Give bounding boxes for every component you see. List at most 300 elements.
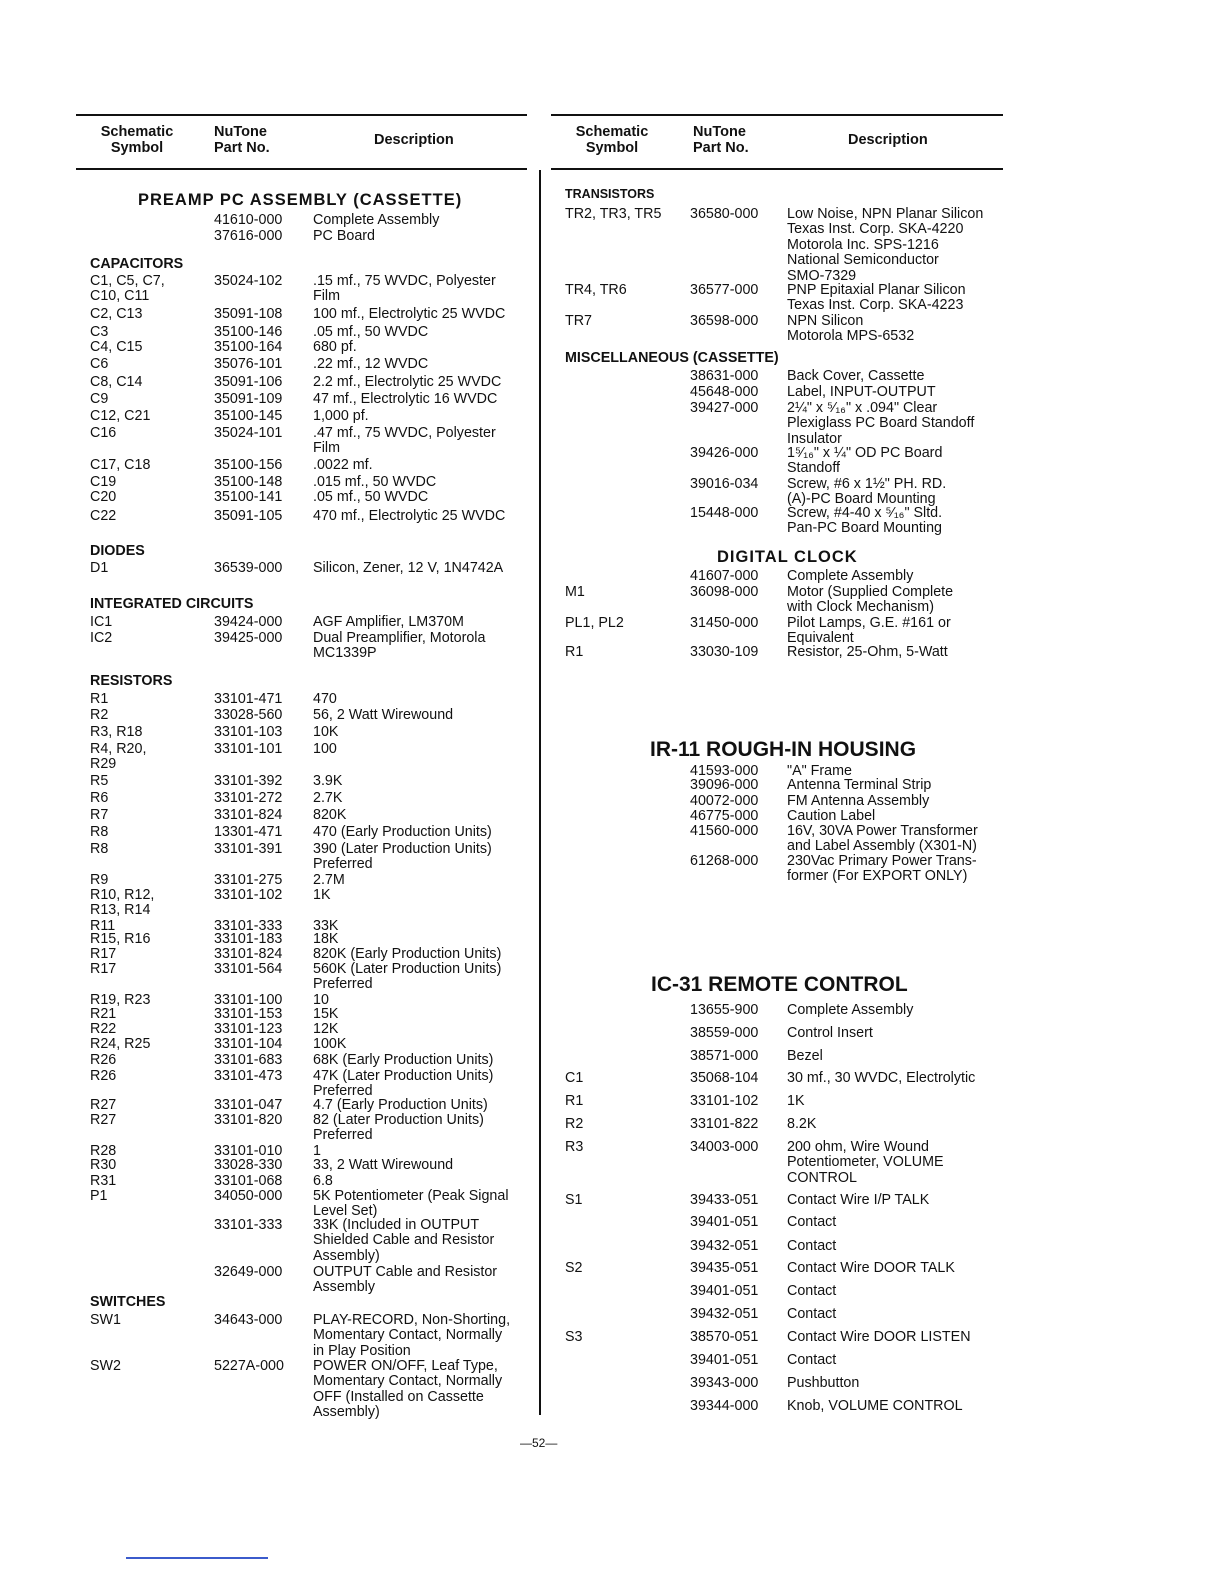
description-line: Momentary Contact, Normally [313, 1327, 503, 1344]
description-line: 470 (Early Production Units) [313, 824, 492, 840]
part-number: 39432-051 [690, 1306, 759, 1322]
description-line: .47 mf., 75 WVDC, Polyester [313, 425, 496, 441]
symbol-line: P1 [90, 1188, 108, 1204]
description [787, 824, 978, 855]
schematic-symbol [90, 615, 112, 630]
schematic-symbol [565, 1261, 583, 1276]
header-description: Description [374, 132, 454, 148]
schematic-symbol [565, 1140, 583, 1155]
schematic-symbol [90, 742, 146, 773]
description-line: POWER ON/OFF, Leaf Type, [313, 1358, 498, 1374]
schematic-symbol [90, 1359, 121, 1374]
part-number: 35091-108 [214, 306, 283, 322]
description [313, 1359, 502, 1421]
description-line: Pushbutton [787, 1375, 860, 1391]
part-number: 39016-034 [690, 476, 759, 492]
description [787, 1026, 873, 1041]
description-line: PNP Epitaxial Planar Silicon [787, 282, 966, 298]
part-number: 35100-146 [214, 324, 283, 340]
transistors-label: TRANSISTORS [565, 187, 655, 201]
part-number: 36598-000 [690, 313, 759, 329]
description [313, 615, 464, 630]
symbol-line: R3 [565, 1139, 584, 1155]
schematic-symbol [90, 1069, 116, 1084]
description-line: 1,000 pf. [313, 408, 369, 424]
description-line: 33, 2 Watt Wirewound [313, 1157, 454, 1173]
schematic-symbol [90, 458, 150, 473]
description-line: former (For EXPORT ONLY) [787, 868, 968, 885]
description [313, 274, 496, 305]
schematic-symbol [565, 585, 585, 600]
symbol-line: R8 [90, 824, 109, 840]
description-line: Resistor, 25-Ohm, 5-Watt [787, 644, 948, 660]
part-number: 33101-391 [214, 841, 283, 857]
description-line: Assembly [313, 1279, 375, 1296]
part-number: 33101-068 [214, 1173, 283, 1189]
description-line: Dual Preamplifier, Motorola [313, 630, 486, 646]
description-line: CONTROL [787, 1169, 857, 1186]
description-line: 30 mf., 30 WVDC, Electrolytic [787, 1070, 976, 1086]
description-line: and Label Assembly (X301-N) [787, 838, 977, 855]
symbol-line: C16 [90, 425, 117, 441]
description-line: OUTPUT Cable and Resistor [313, 1264, 498, 1280]
right-table-header [551, 114, 1003, 170]
description-line: PLAY-RECORD, Non-Shorting, [313, 1312, 511, 1328]
description [787, 1353, 836, 1368]
part-number: 39427-000 [690, 400, 759, 416]
description [787, 1071, 975, 1086]
description [313, 1053, 493, 1068]
symbol-line: R26 [90, 1068, 117, 1084]
part-number: 39432-051 [690, 1238, 759, 1254]
part-number: 39424-000 [214, 614, 283, 630]
description [787, 645, 948, 660]
part-number: 39425-000 [214, 630, 283, 646]
description-line: 68K (Early Production Units) [313, 1052, 494, 1068]
symbol-line: R9 [90, 872, 109, 888]
part-number: 37616-000 [214, 228, 283, 244]
part-number: 36098-000 [690, 584, 759, 600]
description [787, 283, 966, 314]
description-line: NPN Silicon [787, 313, 864, 329]
part-number: 33101-564 [214, 961, 283, 977]
description-line: 230Vac Primary Power Trans- [787, 853, 977, 869]
schematic-symbol [90, 1158, 116, 1173]
symbol-line: R11 [90, 918, 116, 934]
schematic-symbol [90, 561, 108, 576]
description [313, 307, 505, 322]
schematic-symbol [90, 490, 116, 505]
description [787, 1094, 805, 1109]
description-line: Contact Wire I/P TALK [787, 1192, 930, 1208]
description [313, 1069, 493, 1100]
part-number: 35024-101 [214, 425, 283, 441]
part-number: 33101-824 [214, 946, 283, 962]
description [787, 401, 974, 447]
part-number: 40072-000 [690, 793, 759, 809]
description-line: 47 mf., Electrolytic 16 WVDC [313, 391, 498, 407]
misc-label: MISCELLANEOUS (CASSETTE) [565, 350, 779, 366]
description [313, 409, 369, 424]
part-number: 36580-000 [690, 206, 759, 222]
description [787, 616, 951, 647]
description-line: Equivalent [787, 630, 854, 647]
description-line: Complete Assembly [313, 212, 440, 228]
part-number: 33101-123 [214, 1021, 283, 1037]
description-line: Caution Label [787, 808, 876, 824]
description-line: 82 (Later Production Units) [313, 1112, 484, 1128]
part-number: 39433-051 [690, 1192, 759, 1208]
symbol-line: R24, R25 [90, 1036, 151, 1052]
symbol-line: SW1 [90, 1312, 121, 1328]
description [313, 375, 501, 390]
symbol-line: C1 [565, 1070, 584, 1086]
description [313, 392, 497, 407]
part-number: 33030-109 [690, 644, 759, 660]
part-number: 33101-275 [214, 872, 283, 888]
symbol-line: R15, R16 [90, 931, 151, 947]
description-line: National Semiconductor [787, 252, 939, 269]
symbol-line: TR4, TR6 [565, 282, 627, 298]
schematic-symbol [565, 1117, 583, 1132]
schematic-symbol [90, 774, 108, 789]
part-number: 33101-392 [214, 773, 283, 789]
symbol-line: C9 [90, 391, 109, 407]
switches-label: SWITCHES [90, 1294, 166, 1310]
part-number: 36577-000 [690, 282, 759, 298]
part-number: 33028-560 [214, 707, 283, 723]
description-line: 820K (Early Production Units) [313, 946, 502, 962]
description [313, 742, 337, 757]
description-line: .05 mf., 50 WVDC [313, 489, 429, 505]
description-line: 1⁵⁄₁₆" x ¼" OD PC Board [787, 445, 943, 461]
description-line: 15K [313, 1006, 339, 1022]
description [787, 446, 942, 477]
schematic-symbol [565, 1193, 583, 1208]
symbol-line: R1 [565, 644, 584, 660]
schematic-symbol [90, 1053, 116, 1068]
symbol-line: R31 [90, 1173, 117, 1189]
part-number: 41610-000 [214, 212, 283, 228]
description-line: 680 pf. [313, 339, 357, 355]
digital-clock-title: DIGITAL CLOCK [717, 548, 858, 566]
description-line: 47K (Later Production Units) [313, 1068, 494, 1084]
description [787, 477, 946, 508]
schematic-symbol [90, 708, 108, 723]
description-line: Contact [787, 1238, 837, 1254]
description [787, 1140, 944, 1186]
part-number: 33101-824 [214, 807, 283, 823]
part-number: 45648-000 [690, 384, 759, 400]
description-line: 18K [313, 931, 339, 947]
description-line: 1K [313, 887, 331, 903]
part-number: 38570-051 [690, 1329, 759, 1345]
symbol-line: IC2 [90, 630, 113, 646]
part-number: 39401-051 [690, 1283, 759, 1299]
description [313, 509, 505, 524]
symbol-line: C19 [90, 474, 117, 490]
schematic-symbol [90, 631, 112, 646]
part-number: 33101-272 [214, 790, 283, 806]
symbol-line: R13, R14 [90, 902, 151, 919]
description [313, 825, 492, 840]
part-number: 35091-106 [214, 374, 283, 390]
description [313, 708, 453, 723]
description-line: Insulator [787, 430, 842, 447]
description-line: Preferred [313, 1083, 373, 1100]
description [313, 426, 496, 457]
schematic-symbol [565, 616, 624, 631]
part-number: 39426-000 [690, 445, 759, 461]
description [313, 1218, 494, 1264]
description [313, 774, 342, 789]
description [787, 207, 983, 284]
description-line: AGF Amplifier, LM370M [313, 614, 464, 630]
schematic-symbol [565, 314, 592, 329]
description-line: 2.7M [313, 872, 345, 888]
description-line: 1 [313, 1143, 321, 1159]
symbol-line: C6 [90, 356, 109, 372]
description-line: 100K [313, 1036, 347, 1052]
description-line: "A" Frame [787, 763, 852, 779]
symbol-line: R10, R12, [90, 887, 155, 903]
description-line: 200 ohm, Wire Wound [787, 1139, 929, 1155]
symbol-line: R27 [90, 1097, 117, 1113]
schematic-symbol [90, 426, 116, 441]
part-number: 38631-000 [690, 368, 759, 384]
symbol-line: R28 [90, 1143, 117, 1159]
symbol-line: C10, C11 [90, 288, 150, 305]
part-number: 34050-000 [214, 1188, 283, 1204]
description [787, 1330, 971, 1345]
description [313, 340, 357, 355]
description [787, 1193, 929, 1208]
description-line: Standoff [787, 460, 840, 477]
part-number: 61268-000 [690, 853, 759, 869]
description-line: 4.7 (Early Production Units) [313, 1097, 488, 1113]
description-line: 33K (Included in OUTPUT [313, 1217, 480, 1233]
symbol-line: R22 [90, 1021, 117, 1037]
schematic-symbol [565, 283, 627, 298]
part-number: 33101-183 [214, 931, 283, 947]
description-line: 10 [313, 992, 329, 1008]
symbol-line: R1 [565, 1093, 584, 1109]
description-line: Motorola MPS-6532 [787, 328, 915, 345]
description [787, 314, 914, 345]
symbol-line: R8 [90, 841, 109, 857]
part-number: 38559-000 [690, 1025, 759, 1041]
schematic-symbol [90, 825, 108, 840]
schematic-symbol [90, 808, 108, 823]
header-description: Description [848, 132, 928, 148]
description-line: Pan-PC Board Mounting [787, 520, 942, 537]
description-line: Film [313, 288, 340, 305]
description-line: FM Antenna Assembly [787, 793, 930, 809]
symbol-line: R6 [90, 790, 109, 806]
part-number: 41560-000 [690, 823, 759, 839]
part-number: 39401-051 [690, 1214, 759, 1230]
description-line: Complete Assembly [787, 1002, 914, 1018]
description [787, 1261, 955, 1276]
description [313, 808, 346, 823]
symbol-line: M1 [565, 584, 585, 600]
description [787, 1307, 836, 1322]
description [787, 1215, 836, 1230]
description-line: 16V, 30VA Power Transformer [787, 823, 978, 839]
description-line: Back Cover, Cassette [787, 368, 925, 384]
schematic-symbol [90, 1189, 108, 1204]
description-line: Motorola Inc. SPS-1216 [787, 236, 939, 253]
symbol-line: R4, R20, [90, 741, 147, 757]
part-number: 33101-101 [214, 741, 283, 757]
description-line: Screw, #4-40 x ⁵⁄₁₆" Sltd. [787, 505, 943, 521]
description [787, 1049, 823, 1064]
description [787, 778, 931, 793]
symbol-line: SW2 [90, 1358, 121, 1374]
description-line: 5K Potentiometer (Peak Signal [313, 1188, 509, 1204]
description-line: Antenna Terminal Strip [787, 777, 932, 793]
description [787, 506, 942, 537]
description [787, 369, 924, 384]
description-line: Silicon, Zener, 12 V, 1N4742A [313, 560, 504, 576]
schematic-symbol [90, 1313, 121, 1328]
description [787, 1376, 859, 1391]
description-line: MC1339P [313, 645, 377, 662]
description-line: 1K [787, 1093, 805, 1109]
description [313, 962, 501, 993]
description [313, 791, 342, 806]
part-number: 33101-473 [214, 1068, 283, 1084]
schematic-symbol [90, 509, 116, 524]
description-line: with Clock Mechanism) [787, 599, 934, 616]
part-number: 33101-047 [214, 1097, 283, 1113]
description [313, 357, 428, 372]
schematic-symbol [90, 274, 165, 305]
description-line: Contact [787, 1214, 837, 1230]
symbol-line: C22 [90, 508, 117, 524]
description-line: .0022 mf. [313, 457, 373, 473]
symbol-line: C3 [90, 324, 109, 340]
header-schematic-symbol: Schematic Symbol [100, 124, 174, 156]
schematic-symbol [90, 340, 142, 355]
part-number: 34643-000 [214, 1312, 283, 1328]
part-number: 35100-164 [214, 339, 283, 355]
part-number: 33101-100 [214, 992, 283, 1008]
capacitors-label: CAPACITORS [90, 256, 184, 272]
symbol-line: S3 [565, 1329, 583, 1345]
symbol-line: TR7 [565, 313, 593, 329]
symbol-line: R2 [565, 1116, 584, 1132]
schematic-symbol [90, 962, 116, 977]
description-line: Contact Wire DOOR TALK [787, 1260, 955, 1276]
header-schematic-symbol: Schematic Symbol [575, 124, 649, 156]
description-line: Assembly) [313, 1404, 380, 1421]
description-line: 100 [313, 741, 337, 757]
description-line: 390 (Later Production Units) [313, 841, 492, 857]
description-line: Label, INPUT-OUTPUT [787, 384, 936, 400]
part-number: 41607-000 [690, 568, 759, 584]
symbol-line: S1 [565, 1192, 583, 1208]
description [313, 631, 485, 662]
description-line: 2¼" x ⁵⁄₁₆" x .094" Clear [787, 400, 938, 416]
symbol-line: R7 [90, 807, 109, 823]
description [313, 1265, 497, 1296]
description [313, 561, 503, 576]
description [313, 1313, 510, 1359]
description-line: Texas Inst. Corp. SKA-4220 [787, 221, 964, 238]
symbol-line: C4, C15 [90, 339, 143, 355]
schematic-symbol [90, 888, 154, 919]
description-line: 2.2 mf., Electrolytic 25 WVDC [313, 374, 502, 390]
symbol-line: R21 [90, 1006, 117, 1022]
part-number: 35091-105 [214, 508, 283, 524]
diodes-label: DIODES [90, 543, 145, 559]
housing-title: IR-11 ROUGH-IN HOUSING [650, 738, 917, 761]
part-number: 35100-145 [214, 408, 283, 424]
schematic-symbol [90, 842, 108, 857]
part-number: 35068-104 [690, 1070, 759, 1086]
description-line: 100 mf., Electrolytic 25 WVDC [313, 306, 506, 322]
part-number: 15448-000 [690, 505, 759, 521]
symbol-line: R30 [90, 1157, 117, 1173]
resistors-label: RESISTORS [90, 673, 173, 689]
part-number: 35024-102 [214, 273, 283, 289]
description [787, 1399, 963, 1414]
description-line: OFF (Installed on Cassette [313, 1388, 484, 1405]
schematic-symbol [90, 307, 142, 322]
symbol-line: IC1 [90, 614, 113, 630]
schematic-symbol [565, 1330, 583, 1345]
description-line: 470 mf., Electrolytic 25 WVDC [313, 508, 506, 524]
part-number: 46775-000 [690, 808, 759, 824]
left-table-header [76, 114, 527, 170]
description-line: 10K [313, 724, 339, 740]
description-line: 470 [313, 691, 337, 707]
description [313, 725, 338, 740]
description-line: Motor (Supplied Complete [787, 584, 954, 600]
description-line: .15 mf., 75 WVDC, Polyester [313, 273, 496, 289]
description-line: Contact [787, 1306, 837, 1322]
part-number: 39435-051 [690, 1260, 759, 1276]
description-line: .05 mf., 50 WVDC [313, 324, 429, 340]
part-number: 38571-000 [690, 1048, 759, 1064]
description-line: 560K (Later Production Units) [313, 961, 502, 977]
description-line: in Play Position [313, 1342, 411, 1359]
description-line: Plexiglass PC Board Standoff [787, 415, 975, 432]
part-number: 36539-000 [214, 560, 283, 576]
description-line: Complete Assembly [787, 568, 914, 584]
bottom-link-line [126, 1557, 268, 1559]
description-line: Shielded Cable and Resistor [313, 1232, 495, 1249]
description-line: Bezel [787, 1048, 823, 1064]
description-line: Preferred [313, 856, 373, 873]
schematic-symbol [90, 725, 142, 740]
part-number: 41593-000 [690, 763, 759, 779]
description-line: PC Board [313, 228, 375, 244]
description-line: 2.7K [313, 790, 343, 806]
column-divider [539, 170, 541, 1415]
description [787, 1117, 816, 1132]
part-number: 31450-000 [690, 615, 759, 631]
schematic-symbol [565, 645, 583, 660]
schematic-symbol [90, 692, 108, 707]
part-number: 33028-330 [214, 1157, 283, 1173]
description-line: Contact [787, 1283, 837, 1299]
part-number: 33101-153 [214, 1006, 283, 1022]
description [313, 888, 331, 903]
part-number: 33101-822 [690, 1116, 759, 1132]
schematic-symbol [90, 375, 142, 390]
